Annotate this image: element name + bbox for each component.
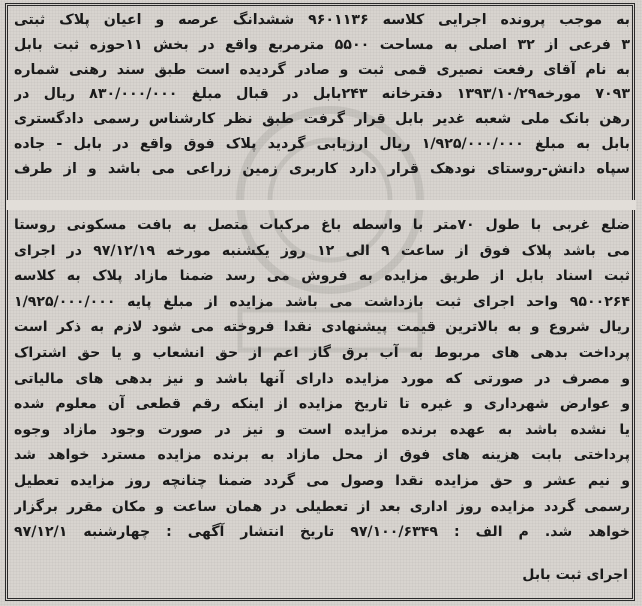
column-break — [6, 200, 636, 210]
notice-line: و عوارض شهرداری و غیره تا تاریخ مزایده از اینکه رقم قطعی آن معلوم شده — [14, 396, 630, 413]
notice-line: ۹۵۰۰۲۶۴ واحد اجرای ثبت بازداشت می باشد مزایده از مبلغ پایه ۱/۹۲۵/۰۰۰/۰۰۰ — [14, 293, 630, 310]
notice-line: به موجب پرونده اجرایی کلاسه ۹۶۰۱۱۳۶ ششدانگ عرصه و اعیان پلاک ثبتی — [14, 12, 630, 28]
notice-line: می باشد پلاک فوق از ساعت ۹ الی ۱۲ روز یکشنبه مورخه ۹۷/۱۲/۱۹ در اجرای — [14, 242, 630, 259]
notice-line: ضلع غربی با طول ۷۰متر با واسطه باغ مرکبات متصل به بافت مسکونی روستا — [14, 217, 630, 233]
notice-line: به نام آقای رفعت نصیری قمی ثبت و صادر گردیده است طبق سند رهنی شماره — [14, 61, 630, 78]
notice-line: و نیم عشر و حق مزایده نقدا وصول می گردد ضمنا چنانچه روز مزایده تعطیل — [14, 472, 630, 489]
notice-paragraph-top — [14, 8, 630, 182]
notice-line: ثبت اسناد بابل از طریق مزایده به فروش می رسد ضمنا مازاد پلاک به کلاسه — [14, 268, 630, 285]
notice-line: بابل به مبلغ ۱/۹۲۵/۰۰۰/۰۰۰ ریال ارزیابی گردید پلاک فوق واقع در بابل - جاده — [14, 135, 630, 152]
notice-line: رهن بانک ملی شعبه غدیر بابل قرار گرفت طبق نظر کارشناس رسمی دادگستری — [14, 111, 630, 128]
notice-line: پرداخت بدهی های مربوط به آب برق گاز اعم از حق انشعاب و یا حق اشتراک — [14, 344, 630, 361]
notice-line: یا نشده باشد به عهده برنده مزایده است و نیز در صورت وجود مازاد وجوه — [14, 421, 630, 438]
notice-line: سپاه دانش-روستای نودهک قرار دارد کاربری زمین زراعی می باشد و از طرف — [14, 160, 630, 177]
notice-line: رسمی گردد مزایده روز اداری بعد از تعطیلی در همان ساعت و مکان مقرر برگزار — [14, 498, 630, 515]
issuer-signature: اجرای ثبت بابل — [522, 567, 628, 583]
notice-line: ۳ فرعی از ۳۲ اصلی به مساحت ۵۵۰۰ مترمربع واقع در بخش ۱۱حوزه ثبت بابل — [14, 36, 630, 53]
notice-paragraph-bottom — [14, 213, 630, 546]
notice-line: ریال شروع و به بالاترین قیمت پیشنهادی نقدا فروخته می شود لازم به ذکر است — [14, 319, 630, 336]
notice-line: خواهد شد. م الف : ۹۷/۱۰۰/۶۳۴۹ تاریخ انتشار آگهی : چهارشنبه ۹۷/۱۲/۱ — [14, 524, 630, 541]
notice-line: پرداختی بابت هزینه های فوق از محل مازاد به برنده مزایده مسترد خواهد شد — [14, 447, 630, 464]
notice-line: و مصرف در صورتی که مورد مزایده دارای آنها باشد و نیز بدهی های مالیاتی — [14, 370, 630, 387]
notice-line: ۷۰۹۳ مورخه۱۳۹۳/۱۰/۲۹ دفترخانه ۲۴۳بابل در قبال مبلغ ۸۳۰/۰۰۰/۰۰۰ ریال در — [14, 86, 630, 103]
